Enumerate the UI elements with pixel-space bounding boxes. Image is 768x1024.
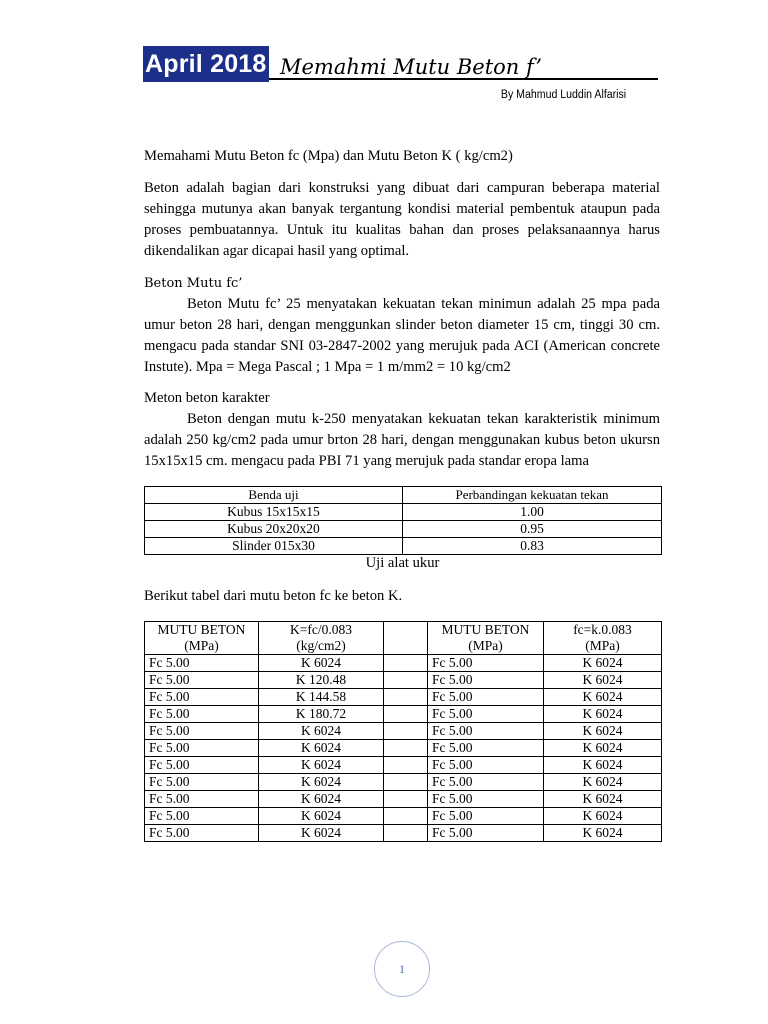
table-cell: K 6024 bbox=[544, 706, 662, 723]
table-cell: Fc 5.00 bbox=[428, 740, 544, 757]
table-row bbox=[145, 538, 662, 555]
table-cell: K 6024 bbox=[259, 774, 384, 791]
table-cell: Fc 5.00 bbox=[428, 723, 544, 740]
table-row bbox=[145, 825, 662, 842]
table-cell bbox=[384, 808, 428, 825]
table-cell: Fc 5.00 bbox=[145, 672, 259, 689]
table-cell bbox=[384, 655, 428, 672]
table-cell: K 6024 bbox=[544, 689, 662, 706]
table-row bbox=[145, 521, 662, 538]
table-cell: Fc 5.00 bbox=[145, 689, 259, 706]
table-cell: Slinder 015x30 bbox=[145, 538, 403, 555]
table-cell: Fc 5.00 bbox=[145, 808, 259, 825]
table-cell: Fc 5.00 bbox=[145, 774, 259, 791]
table-cell: Fc 5.00 bbox=[145, 740, 259, 757]
table-cell: K 6024 bbox=[259, 655, 384, 672]
table-cell: Fc 5.00 bbox=[428, 808, 544, 825]
table-row bbox=[145, 689, 662, 706]
table-cell: Fc 5.00 bbox=[428, 774, 544, 791]
table-cell: K 6024 bbox=[544, 791, 662, 808]
table-cell: 0.83 bbox=[403, 538, 662, 555]
table-cell: K 6024 bbox=[544, 808, 662, 825]
table-row bbox=[145, 672, 662, 689]
heading-beton-fc: Beton Mutu fc’ bbox=[144, 276, 243, 291]
paragraph-fc: Beton Mutu fc’ 25 menyatakan kekuatan tekan minimun adalah 25 mpa pada umur beton 28 hari, dengan menggunkan slinder beton diameter 15 cm, tinggi 30 cm. mengacu pada standar SNI 03-2847-2002 yang merujuk pada ACI (American concrete Instute). Mpa = Mega Pascal ; 1 Mpa = 1 m/mm2 = 10 kg/cm2 bbox=[144, 296, 660, 375]
column-header: MUTU BETON (MPa) bbox=[428, 622, 544, 655]
paragraph-intro: Beton adalah bagian dari konstruksi yang dibuat dari campuran beberapa material sehingga mutunya akan banyak tergantung kondisi material pembentuk ataupun pada proses pembuatannya. Untuk itu kualitas bahan dan proses pelaksanaannya harus dikendalikan agar dicapai hasil yang optimal. bbox=[144, 180, 660, 259]
table-cell: K 6024 bbox=[544, 723, 662, 740]
table-row bbox=[145, 740, 662, 757]
intro-title: Memahami Mutu Beton fc (Mpa) dan Mutu Beton K ( kg/cm2) bbox=[144, 148, 513, 164]
column-header: MUTU BETON (MPa) bbox=[145, 622, 259, 655]
table-row bbox=[145, 808, 662, 825]
table-cell: K 6024 bbox=[259, 825, 384, 842]
conversion-table bbox=[144, 621, 662, 842]
table-cell: K 144.58 bbox=[259, 689, 384, 706]
table-cell: Fc 5.00 bbox=[145, 706, 259, 723]
table-cell bbox=[384, 774, 428, 791]
table-row bbox=[145, 655, 662, 672]
table-cell bbox=[384, 825, 428, 842]
table-cell: K 6024 bbox=[544, 757, 662, 774]
table-cell: Fc 5.00 bbox=[428, 757, 544, 774]
table-row bbox=[145, 706, 662, 723]
table-cell: K 120.48 bbox=[259, 672, 384, 689]
heading-beton-k: Meton beton karakter bbox=[144, 390, 270, 406]
column-header: Perbandingan kekuatan tekan bbox=[403, 487, 662, 504]
table-cell bbox=[384, 740, 428, 757]
page-header bbox=[143, 46, 658, 80]
table-cell: K 6024 bbox=[544, 740, 662, 757]
column-header: fc=k.0.083 (MPa) bbox=[544, 622, 662, 655]
table-cell bbox=[384, 723, 428, 740]
table-cell: Fc 5.00 bbox=[428, 689, 544, 706]
table-cell: K 6024 bbox=[544, 655, 662, 672]
table-cell: Kubus 20x20x20 bbox=[145, 521, 403, 538]
paragraph-k: Beton dengan mutu k-250 menyatakan kekuatan tekan karakteristik minimum adalah 250 kg/cm2 pada umur brton 28 hari, dengan menggunakan kubus beton ukursn 15x15x15 cm. mengacu pada PBI 71 yang merujuk pada standar eropa lama bbox=[144, 411, 660, 469]
table-cell: Fc 5.00 bbox=[428, 791, 544, 808]
header-date: April 2018 bbox=[143, 46, 269, 82]
table-cell: K 6024 bbox=[259, 757, 384, 774]
table-cell: K 6024 bbox=[259, 791, 384, 808]
table-header-row bbox=[145, 487, 662, 504]
table-cell: Fc 5.00 bbox=[145, 791, 259, 808]
table-cell bbox=[384, 672, 428, 689]
comparison-table bbox=[144, 486, 662, 555]
table-cell bbox=[384, 791, 428, 808]
table-cell: Fc 5.00 bbox=[428, 655, 544, 672]
table-row bbox=[145, 757, 662, 774]
table-cell: K 6024 bbox=[259, 808, 384, 825]
table-cell bbox=[384, 689, 428, 706]
author-byline: By Mahmud Luddin Alfarisi bbox=[500, 89, 626, 101]
table-cell: Fc 5.00 bbox=[145, 655, 259, 672]
table-cell: Fc 5.00 bbox=[145, 757, 259, 774]
table-cell: Kubus 15x15x15 bbox=[145, 504, 403, 521]
table-cell bbox=[384, 757, 428, 774]
table-cell: K 6024 bbox=[259, 723, 384, 740]
table-cell: K 6024 bbox=[544, 774, 662, 791]
table-cell: K 6024 bbox=[544, 672, 662, 689]
table-caption: Uji alat ukur bbox=[365, 555, 440, 571]
table-cell: Fc 5.00 bbox=[145, 825, 259, 842]
table-cell bbox=[384, 706, 428, 723]
table-row bbox=[145, 791, 662, 808]
column-header: Benda uji bbox=[145, 487, 403, 504]
table-cell: Fc 5.00 bbox=[428, 672, 544, 689]
column-header-spacer bbox=[384, 622, 428, 655]
table-row bbox=[145, 774, 662, 791]
table2-intro: Berikut tabel dari mutu beton fc ke beton K. bbox=[144, 588, 403, 604]
table-cell: Fc 5.00 bbox=[428, 706, 544, 723]
table-cell: K 6024 bbox=[259, 740, 384, 757]
table-cell: 1.00 bbox=[403, 504, 662, 521]
table-row bbox=[145, 504, 662, 521]
page-number: 1 bbox=[374, 941, 430, 997]
table-cell: Fc 5.00 bbox=[145, 723, 259, 740]
column-header: K=fc/0.083 (kg/cm2) bbox=[259, 622, 384, 655]
table-header-row bbox=[145, 622, 662, 655]
table-cell: 0.95 bbox=[403, 521, 662, 538]
table-cell: K 180.72 bbox=[259, 706, 384, 723]
table-cell: K 6024 bbox=[544, 825, 662, 842]
table-row bbox=[145, 723, 662, 740]
header-title: Memahmi Mutu Beton f’ bbox=[280, 55, 542, 79]
table-cell: Fc 5.00 bbox=[428, 825, 544, 842]
